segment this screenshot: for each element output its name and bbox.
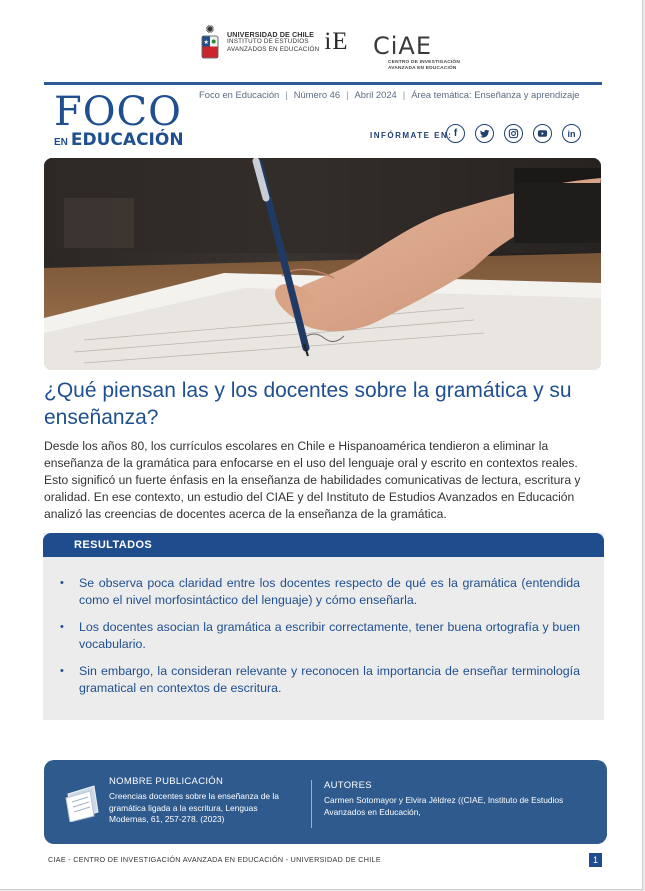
facebook-icon[interactable]: [446, 124, 465, 143]
meta-series: Foco en Educación: [199, 89, 280, 100]
uchile-institute-line2: AVANZADOS EN EDUCACIÓN: [227, 45, 320, 53]
hero-photo-writing-hand: [44, 158, 601, 370]
uchile-name: UNIVERSIDAD DE CHILE: [227, 29, 315, 39]
masthead-educacion: EDUCACIÓN: [70, 130, 184, 150]
results-heading: RESULTADOS: [43, 533, 604, 557]
meta-date: Abril 2024: [354, 89, 397, 100]
meta-number: Número 46: [293, 89, 341, 100]
footer-text: CIAE - CENTRO DE INVESTIGACIÓN AVANZADA EN EDUCACIÓN - UNIVERSIDAD DE CHILE: [48, 855, 381, 864]
ciae-sub-line1: CENTRO DE INVESTIGACIÓN: [388, 60, 461, 65]
linkedin-icon[interactable]: [562, 124, 581, 143]
results-list: [43, 557, 604, 696]
instagram-icon[interactable]: [504, 124, 523, 143]
social-label: INFÓRMATE EN:: [370, 131, 453, 140]
social-links: [446, 124, 581, 143]
masthead-foco: FOCO: [54, 89, 182, 135]
linkedin-glyph: in: [567, 128, 576, 139]
ciae-sub-line2: AVANZADA EN EDUCACIÓN: [388, 65, 457, 71]
publication-divider: [311, 780, 312, 828]
ciae-wordmark: CiAE: [373, 32, 433, 60]
uchile-seal-icon: [200, 22, 220, 62]
ciae-logo: [373, 34, 460, 71]
article-intro: Desde los años 80, los currículos escolares en Chile e Hispanoamérica tendieron a eliminar la enseñanza de la gramática para enfocarse en el uso del lenguaje oral y escrito en contextos reales. Esto significó un fuerte énfasis en la enseñanza de habilidades comunicativas de lectura, escritura y oralidad. En ese contexto, un estudio del CIAE y del Instituto de Estudios Avanzados en Educación analizó las creencias de docentes acerca de la enseñanza de la gramática.: [44, 439, 581, 521]
issue-meta: Foco en Educación | Número 46 | Abril 2024 | Área temática: Enseñanza y aprendizaje: [199, 89, 580, 100]
page-number: 1: [589, 853, 602, 867]
folder-icon: [64, 782, 102, 822]
authors-heading: AUTORES: [324, 780, 372, 791]
publication-text: Creencias docentes sobre la enseñanza de la gramática ligada a la escritura, Lenguas Modernas, 61, 257-278. (2023): [109, 791, 279, 824]
masthead-en: EN: [54, 137, 68, 148]
result-item: • Se observa poca claridad entre los docentes respecto de qué es la gramática (entendida como el nivel morfosintáctico del lenguaje) y cómo enseñarla.: [60, 575, 580, 608]
publication-card: [44, 760, 607, 844]
result-item: • Sin embargo, la consideran relevante y reconocen la importancia de enseñar terminología gramatical en contextos de escritura.: [60, 663, 580, 696]
uchile-institute-line1: INSTITUTO DE ESTUDIOS: [227, 38, 309, 46]
youtube-icon[interactable]: [533, 124, 552, 143]
facebook-glyph: f: [453, 128, 458, 139]
authors-text: Carmen Sotomayor y Elvira Jéldrez ((CIAE, Instituto de Estudios Avanzados en Educación,: [324, 795, 564, 817]
results-box: [43, 533, 604, 720]
uchile-logo: [200, 22, 349, 62]
result-item: • Los docentes asocian la gramática a escribir correctamente, tener buena ortografía y buen vocabulario.: [60, 619, 580, 652]
header-divider: [44, 82, 602, 85]
twitter-icon[interactable]: [475, 124, 494, 143]
article-title: ¿Qué piensan las y los docentes sobre la gramática y su enseñanza?: [44, 379, 572, 429]
svg-text:✺: ✺: [205, 24, 215, 36]
svg-text:★: ★: [203, 40, 209, 46]
publication-heading: NOMBRE PUBLICACIÓN: [109, 776, 224, 787]
meta-area: Área temática: Enseñanza y aprendizaje: [411, 89, 580, 100]
ie-logo: iE: [324, 28, 349, 55]
masthead-logo: [54, 89, 184, 150]
